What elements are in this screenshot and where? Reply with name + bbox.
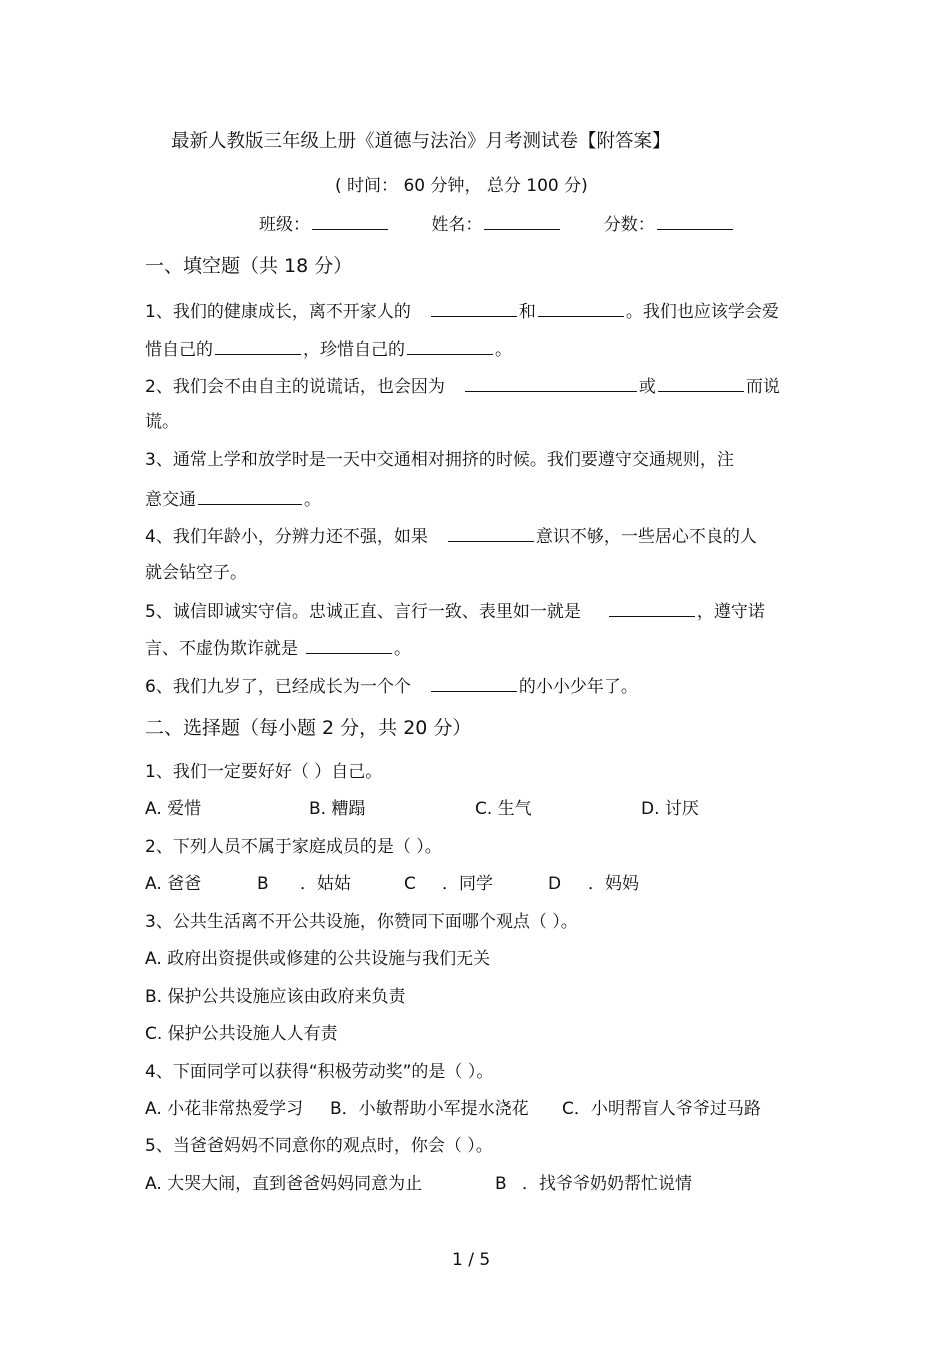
fill-question-3-line-2	[145, 486, 321, 512]
choice-option[interactable]: C．小明帮盲人爷爷过马路	[562, 1099, 761, 1119]
choice-option[interactable]: B. 糟蹋	[309, 799, 366, 819]
answer-blank[interactable]	[448, 523, 534, 542]
question-text: 惜自己的	[145, 340, 213, 360]
question-text: 。	[304, 490, 321, 510]
choice-option[interactable]: A. 小花非常热爱学习	[145, 1099, 304, 1119]
question-text: 和	[518, 302, 536, 322]
exam-subtitle: ( 时间： 60 分钟， 总分 100 分)	[335, 176, 588, 196]
question-text: 意识不够，一些居心不良的人	[535, 527, 757, 547]
question-text: 的小小少年了。	[518, 677, 638, 697]
choice-option[interactable]: D. 讨厌	[641, 799, 699, 819]
choice-option[interactable]: B	[495, 1174, 507, 1194]
question-text: 言、不虚伪欺诈就是	[145, 639, 298, 659]
question-text: 5、诚信即诚实守信。忠诚正直、言行一致、表里如一就是	[145, 602, 581, 622]
choice-option[interactable]: B. 保护公共设施应该由政府来负责	[145, 987, 406, 1007]
choice-question-4: 4、下面同学可以获得“积极劳动奖”的是（ ）。	[145, 1062, 494, 1082]
score-blank[interactable]	[657, 211, 733, 230]
fill-question-6	[145, 673, 638, 699]
name-blank[interactable]	[484, 211, 560, 230]
question-text: 而说	[745, 377, 780, 397]
question-text: 。	[495, 340, 512, 360]
choice-option[interactable]: C. 生气	[475, 799, 532, 819]
fill-question-1-line-2	[145, 336, 512, 362]
page-title: 最新人教版三年级上册《道德与法治》月考测试卷【附答案】	[171, 131, 671, 152]
question-text: 或	[638, 377, 656, 397]
fill-question-1-line-1	[145, 298, 779, 324]
choice-option[interactable]: D	[548, 874, 562, 894]
question-text: 。	[394, 639, 411, 659]
fill-question-3-line-1: 3、通常上学和放学时是一天中交通相对拥挤的时候。我们要遵守交通规则，注	[145, 450, 734, 470]
section-heading-fill-in: 一、填空题（共 18 分）	[145, 255, 353, 277]
choice-option[interactable]: B	[257, 874, 269, 894]
question-text: 6、我们九岁了，已经成长为一个个	[145, 677, 411, 697]
choice-option[interactable]: A. 爱惜	[145, 799, 202, 819]
student-info-row	[259, 211, 735, 237]
fill-question-2-line-2: 谎。	[145, 412, 179, 432]
answer-blank[interactable]	[215, 336, 301, 355]
score-label: 分数：	[603, 215, 655, 235]
question-text: 1、我们的健康成长，离不开家人的	[145, 302, 411, 322]
choice-question-5: 5、当爸爸妈妈不同意你的观点时，你会（ ）。	[145, 1136, 493, 1156]
question-text: ，珍惜自己的	[303, 340, 405, 360]
question-text: 意交通	[145, 490, 196, 510]
answer-blank[interactable]	[407, 336, 493, 355]
choice-option[interactable]: B．小敏帮助小军提水浇花	[330, 1099, 529, 1119]
name-label: 姓名：	[431, 215, 483, 235]
class-label: 班级：	[259, 215, 310, 235]
choice-option[interactable]: A. 爸爸	[145, 874, 202, 894]
page-number: 1 / 5	[452, 1250, 491, 1270]
fill-question-5-line-1	[145, 598, 765, 624]
fill-question-5-line-2	[145, 635, 411, 661]
question-text: ，遵守诺	[696, 602, 765, 622]
question-text: 2、我们会不由自主的说谎话，也会因为	[145, 377, 445, 397]
choice-option[interactable]: ．同学	[442, 874, 493, 894]
answer-blank[interactable]	[609, 598, 695, 617]
fill-question-4-line-1	[145, 523, 757, 549]
answer-blank[interactable]	[306, 635, 392, 654]
choice-question-1: 1、我们一定要好好（ ）自己。	[145, 762, 383, 782]
choice-option[interactable]: C	[404, 874, 416, 894]
choice-option[interactable]: ．找爷爷奶奶帮忙说情	[522, 1174, 692, 1194]
section-heading-choice: 二、选择题（每小题 2 分，共 20 分）	[145, 717, 472, 739]
fill-question-2-line-1	[145, 373, 780, 399]
answer-blank[interactable]	[538, 298, 624, 317]
choice-option[interactable]: A. 大哭大闹，直到爸爸妈妈同意为止	[145, 1174, 423, 1194]
class-blank[interactable]	[312, 211, 388, 230]
choice-option[interactable]: ．姑姑	[300, 874, 351, 894]
choice-option[interactable]: ．妈妈	[588, 874, 639, 894]
question-text: 4、我们年龄小，分辨力还不强，如果	[145, 527, 428, 547]
answer-blank[interactable]	[198, 486, 302, 505]
answer-blank[interactable]	[658, 373, 744, 392]
answer-blank[interactable]	[465, 373, 637, 392]
choice-question-3: 3、公共生活离不开公共设施，你赞同下面哪个观点（ ）。	[145, 912, 578, 932]
choice-question-2: 2、下列人员不属于家庭成员的是（ ）。	[145, 837, 442, 857]
fill-question-4-line-2: 就会钻空子。	[145, 563, 247, 583]
answer-blank[interactable]	[431, 673, 517, 692]
choice-option[interactable]: A. 政府出资提供或修建的公共设施与我们无关	[145, 949, 491, 969]
question-text: 。我们也应该学会爱	[625, 302, 779, 322]
choice-option[interactable]: C. 保护公共设施人人有责	[145, 1024, 338, 1044]
answer-blank[interactable]	[431, 298, 517, 317]
